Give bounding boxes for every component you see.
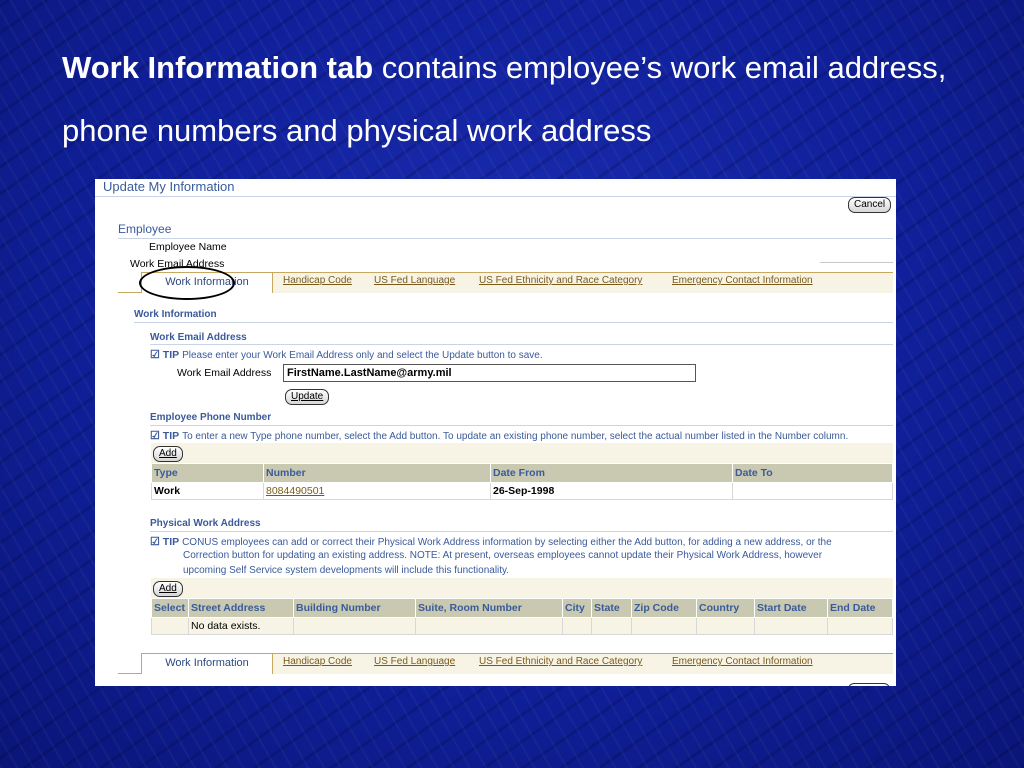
tab-emergency-contact[interactable]: Emergency Contact Information [672,656,813,667]
phone-date-from-cell: 26-Sep-1998 [491,483,733,500]
table-row [152,483,893,500]
phone-add-button[interactable] [153,446,183,462]
phone-number-link[interactable]: 8084490501 [266,485,325,497]
table-cell [755,618,828,635]
tip-check-icon: ☑ [150,536,160,548]
address-tip [150,535,832,548]
update-button-label: Update [291,391,324,402]
column-header[interactable]: State [592,599,632,618]
cancel-button-label: Cancel [854,199,886,210]
address-table-toolbar [151,578,893,598]
tab-handicap-code[interactable]: Handicap Code [283,275,352,286]
tip-label: TIP [162,349,180,361]
phone-date-to-cell [733,483,893,500]
employee-heading: Employee [118,222,172,236]
cancel-button-bottom[interactable] [848,683,890,686]
tip-label: TIP [162,430,180,442]
tip-text-line1: CONUS employees can add or correct their Physical Work Address information by selecting either the Add button, for adding a new address, or the [182,537,832,548]
tab-bar-bottom [118,653,893,674]
tip-text-line3: upcoming Self Service system developments will include this functionality. [183,565,510,576]
tip-check-icon: ☑ [150,349,160,361]
tip-label: TIP [162,536,180,548]
tab-emergency-contact[interactable]: Emergency Contact Information [672,275,813,286]
table-cell [697,618,755,635]
column-header[interactable]: Select [152,599,189,618]
tip-check-icon: ☑ [150,430,160,442]
employee-name-label: Employee Name [149,241,227,253]
work-email-label-top: Work Email Address [130,258,225,270]
table-cell [563,618,592,635]
tab-us-fed-language[interactable]: US Fed Language [374,275,456,286]
email-field-label: Work Email Address [177,367,272,379]
email-divider [150,344,893,345]
table-cell [632,618,697,635]
tip-text: To enter a new Type phone number, select the Add button. To update an existing phone number, select the actual number listed in the Number column. [182,431,849,442]
column-header[interactable]: End Date [828,599,893,618]
cancel-button[interactable] [848,197,891,213]
highlight-ellipse [139,266,235,300]
phone-tip [150,429,848,442]
address-section-heading: Physical Work Address [150,518,261,529]
work-info-divider [134,322,893,323]
address-add-button[interactable] [153,581,183,597]
table-cell [828,618,893,635]
employee-divider [118,238,893,239]
address-divider [150,531,893,532]
column-header[interactable]: Suite, Room Number [416,599,563,618]
tip-text-line2: Correction button for updating an existing address. NOTE: At present, overseas employees cannot update their Physical Work Address, however [183,550,823,561]
column-header[interactable]: Building Number [294,599,416,618]
column-header[interactable]: Number [264,464,491,483]
tab-us-fed-ethnicity[interactable]: US Fed Ethnicity and Race Category [479,275,643,286]
address-table [151,598,893,635]
column-header[interactable]: Date From [491,464,733,483]
update-button[interactable] [285,389,329,405]
employee-name-line [820,262,893,263]
column-header[interactable]: Type [152,464,264,483]
phone-table-toolbar [151,443,893,463]
add-button-label: Add [159,583,177,594]
work-information-heading: Work Information [134,309,217,320]
column-header[interactable]: Country [697,599,755,618]
table-cell [294,618,416,635]
add-button-label: Add [159,448,177,459]
table-cell [416,618,563,635]
table-header-row [152,464,893,483]
app-screenshot [95,179,896,686]
column-header[interactable]: Date To [733,464,893,483]
column-header[interactable]: Start Date [755,599,828,618]
phone-type-cell: Work [152,483,264,500]
phone-table [151,463,893,500]
tab-work-information[interactable]: Work Information [141,653,273,674]
column-header[interactable]: City [563,599,592,618]
tab-us-fed-language[interactable]: US Fed Language [374,656,456,667]
email-field[interactable]: FirstName.LastName@army.mil [283,364,696,382]
slide-title [62,36,962,162]
email-section-heading: Work Email Address [150,332,247,343]
phone-section-heading: Employee Phone Number [150,412,272,423]
phone-divider [150,425,893,426]
empty-message: No data exists. [189,618,294,635]
tab-us-fed-ethnicity[interactable]: US Fed Ethnicity and Race Category [479,656,643,667]
tab-work-information[interactable]: Work Information [141,272,273,293]
table-cell [152,618,189,635]
column-header[interactable]: Street Address [189,599,294,618]
table-cell [592,618,632,635]
slide-title-bold: Work Information tab [62,50,374,85]
tab-handicap-code[interactable]: Handicap Code [283,656,352,667]
tip-text: Please enter your Work Email Address only and select the Update button to save. [182,350,543,361]
email-tip [150,348,543,361]
title-divider [95,196,896,197]
column-header[interactable]: Zip Code [632,599,697,618]
slide-title-rest: contains employee’s work email address, phone numbers and physical work address [62,50,947,148]
table-row [152,618,893,635]
phone-number-cell [264,483,491,500]
table-header-row [152,599,893,618]
page-title: Update My Information [103,179,235,194]
